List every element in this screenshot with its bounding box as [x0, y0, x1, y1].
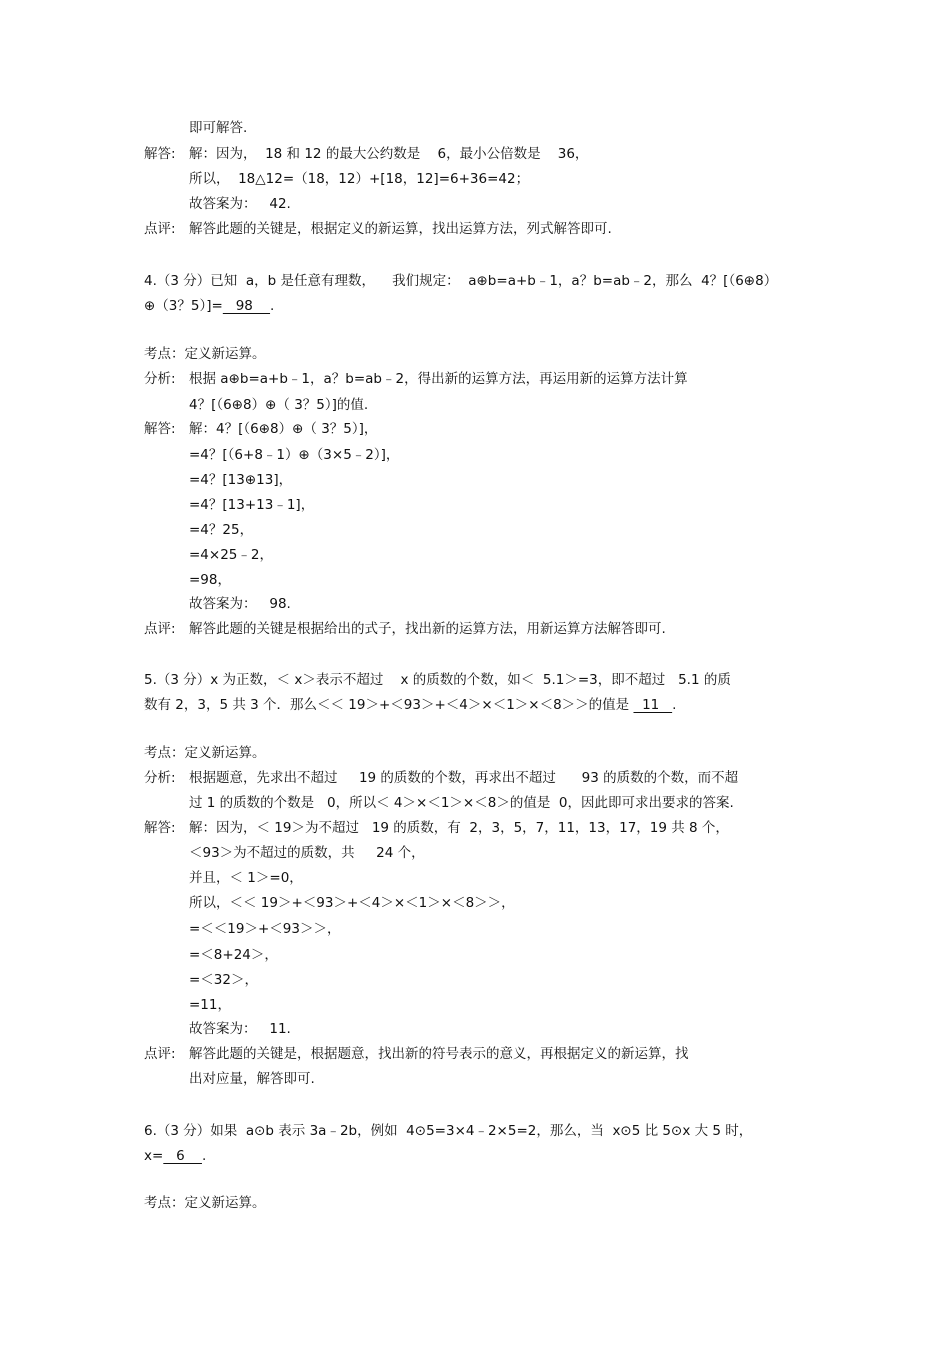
q4-solution-line: 故答案为： 98.: [189, 596, 291, 612]
q6-answer: 6: [163, 1148, 202, 1164]
q5-stem-line1: 5.（3 分）x 为正数，＜ x＞表示不超过 x 的质数的个数，如＜ 5.1＞=3，即不超过 5.1 的质: [144, 672, 731, 688]
q5-kaodian: 考点：定义新运算。: [144, 745, 266, 761]
q6-stem-pre: x=: [144, 1148, 164, 1164]
q5-stem-post: .: [672, 697, 677, 713]
q3-solution-line: 解：因为， 18 和 12 的最大公约数是 6，最小公倍数是 36，: [189, 146, 589, 162]
q4-solution-line: =98，: [189, 572, 231, 588]
q5-review-line: 解答此题的关键是，根据题意，找出新的符号表示的意义，再根据定义的新运算，找: [189, 1046, 689, 1062]
q4-solution-line: =4？25，: [189, 522, 254, 538]
q5-solution-line: =＜32＞，: [189, 972, 258, 988]
q5-solution-line: 解：因为，＜ 19＞为不超过 19 的质数，有 2，3，5，7，11，13，17，19 共 8 个，: [189, 820, 729, 836]
q5-solution-line: =＜＜19＞+＜93＞＞，: [189, 921, 341, 937]
q3-solution-line: 故答案为： 42.: [189, 196, 291, 212]
q4-analysis-line: 根据 a⊕b=a+b﹣1，a？b=ab﹣2，得出新的运算方法，再运用新的运算方法计算: [189, 371, 688, 387]
q5-solution-line: 并且，＜ 1＞=0，: [189, 870, 303, 886]
q3-solution-line: 所以， 18△12=（18，12）+[18，12]=6+36=42；: [189, 171, 530, 187]
q5-solution-line: =＜8+24＞，: [189, 947, 278, 963]
q6-stem-line2: [144, 1147, 206, 1165]
q4-stem-line2: [144, 297, 274, 315]
q5-analysis-line: 过 1 的质数的个数是 0，所以＜ 4＞×＜1＞×＜8＞的值是 0，因此即可求出要求的答案.: [189, 795, 734, 811]
q5-solution-line: =11，: [189, 997, 231, 1013]
q3-review: 解答此题的关键是，根据定义的新运算，找出运算方法，列式解答即可.: [189, 221, 612, 237]
q3-solution-label: 解答:: [144, 146, 176, 162]
q5-solution-line: 所以，＜＜ 19＞+＜93＞+＜4＞×＜1＞×＜8＞＞，: [189, 895, 515, 911]
q4-solution-label: 解答:: [144, 421, 176, 437]
q4-solution-line: 解：4？[（6⊕8）⊕（ 3？5）]，: [189, 421, 378, 437]
q5-analysis-label: 分析:: [144, 770, 176, 786]
q5-stem-line2: [144, 696, 676, 714]
q6-stem-post: .: [201, 1148, 207, 1164]
q4-solution-line: =4？[13⊕13]，: [189, 472, 293, 488]
q5-solution-label: 解答:: [144, 820, 176, 836]
q4-analysis-line: 4？[（6⊕8）⊕（ 3？5）]的值.: [189, 397, 369, 413]
q4-analysis-label: 分析:: [144, 371, 176, 387]
q4-stem-line1: 4.（3 分）已知 a，b 是任意有理数， 我们规定： a⊕b=a+b﹣1，a？b=ab﹣2，那么 4？[（6⊕8）: [144, 273, 778, 289]
q6-stem-line1: 6.（3 分）如果 a⊙b 表示 3a﹣2b，例如 4⊙5=3×4﹣2×5=2，那么，当 x⊙5 比 5⊙x 大 5 时，: [144, 1123, 753, 1139]
q4-answer: 98: [222, 298, 271, 314]
q4-kaodian: 考点：定义新运算。: [144, 346, 266, 362]
q5-answer: 11: [633, 697, 673, 713]
q5-analysis-line: 根据题意，先求出不超过 19 的质数的个数，再求出不超过 93 的质数的个数，而不超: [189, 770, 739, 786]
q5-review-line: 出对应量，解答即可.: [189, 1071, 315, 1087]
q5-stem-pre: 数有 2，3，5 共 3 个．那么＜＜ 19＞+＜93＞+＜4＞×＜1＞×＜8＞＞的值是: [144, 697, 634, 713]
q5-solution-line: ＜93＞为不超过的质数，共 24 个，: [189, 845, 425, 861]
q3-analysis-end: 即可解答.: [189, 120, 248, 136]
q4-solution-line: =4？[（6+8﹣1）⊕（3×5﹣2）]，: [189, 447, 400, 463]
q4-stem-post: .: [270, 298, 275, 314]
q4-solution-line: =4×25﹣2，: [189, 547, 273, 563]
q5-review-label: 点评:: [144, 1046, 176, 1062]
q5-solution-line: 故答案为： 11.: [189, 1021, 291, 1037]
q4-review-label: 点评:: [144, 621, 176, 637]
q4-review: 解答此题的关键是根据给出的式子，找出新的运算方法，用新运算方法解答即可.: [189, 621, 666, 637]
q4-stem-pre: ⊕（3？5）]=: [144, 298, 223, 314]
q4-solution-line: =4？[13+13﹣1]，: [189, 497, 315, 513]
q3-review-label: 点评:: [144, 221, 176, 237]
q6-kaodian: 考点：定义新运算。: [144, 1195, 266, 1211]
